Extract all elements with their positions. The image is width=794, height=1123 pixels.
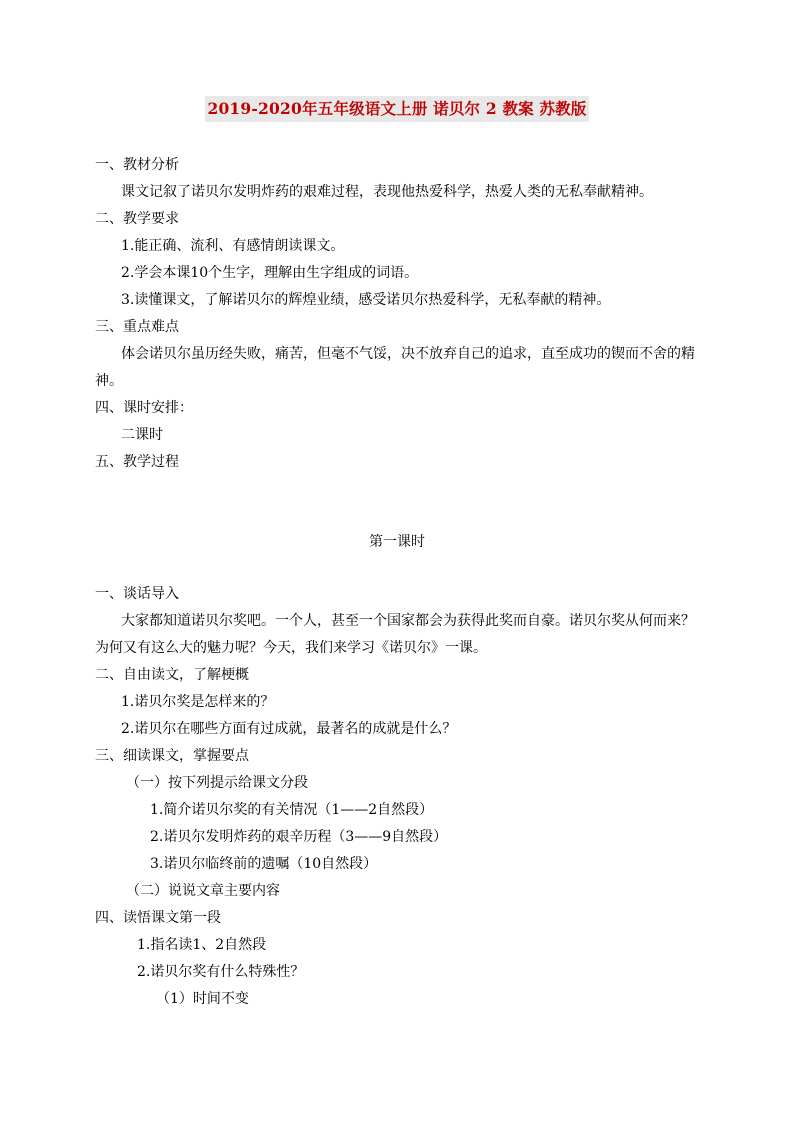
part-heading-4: 四、读悟课文第一段 [95,910,221,926]
section-text-1: 课文记叙了诺贝尔发明炸药的艰难过程，表现他热爱科学，热爱人类的无私奉献精神。 [121,184,653,200]
list-item: 1.能正确、流利、有感情朗读课文。 [121,238,345,254]
list-item: 3.读懂课文，了解诺贝尔的辉煌业绩，感受诺贝尔热爱科学，无私奉献的精神。 [121,292,611,308]
part-heading-3: 三、细读课文，掌握要点 [95,748,249,764]
section-text-4: 二课时 [121,427,163,443]
list-item: （1）时间不变 [156,991,249,1007]
lesson-heading: 第一课时 [369,534,425,550]
list-item: 1.简介诺贝尔奖的有关情况（1——2自然段） [150,802,434,818]
section-heading-5: 五、教学过程 [95,454,179,470]
section-heading-3: 三、重点难点 [95,319,179,335]
section-heading-1: 一、教材分析 [95,157,179,173]
list-item: 2.诺贝尔奖有什么特殊性？ [137,964,305,980]
sub-heading: （一）按下列提示给课文分段 [126,775,308,791]
sub-heading: （二）说说文章主要内容 [126,883,280,899]
list-item: 1.指名读1、2自然段 [137,937,267,953]
document-title-wrap [0,96,794,122]
list-item: 2.学会本课10个生字，理解由生字组成的词语。 [121,265,419,281]
section-text-3-line1: 体会诺贝尔虽历经失败，痛苦，但毫不气馁，决不放弃自己的追求，直至成功的锲而不舍的精 [121,346,695,362]
part-heading-2: 二、自由读文，了解梗概 [95,667,249,683]
document-title: 2019-2020年五年级语文上册 诺贝尔 2 教案 苏教版 [205,96,588,122]
part-text-1-line1: 大家都知道诺贝尔奖吧。一个人，甚至一个国家都会为获得此奖而自豪。诺贝尔奖从何而来？ [121,613,695,629]
section-heading-4: 四、课时安排： [95,400,193,416]
part-text-1-line2: 为何又有这么大的魅力呢？今天，我们来学习《诺贝尔》一课。 [95,640,487,656]
section-heading-2: 二、教学要求 [95,211,179,227]
list-item: 3.诺贝尔临终前的遗嘱（10自然段） [150,856,378,872]
section-text-3-line2: 神。 [95,373,123,389]
list-item: 1.诺贝尔奖是怎样来的？ [121,694,275,710]
list-item: 2.诺贝尔发明炸药的艰辛历程（3——9自然段） [150,829,448,845]
part-heading-1: 一、谈话导入 [95,586,179,602]
list-item: 2.诺贝尔在哪些方面有过成就，最著名的成就是什么？ [121,721,457,737]
